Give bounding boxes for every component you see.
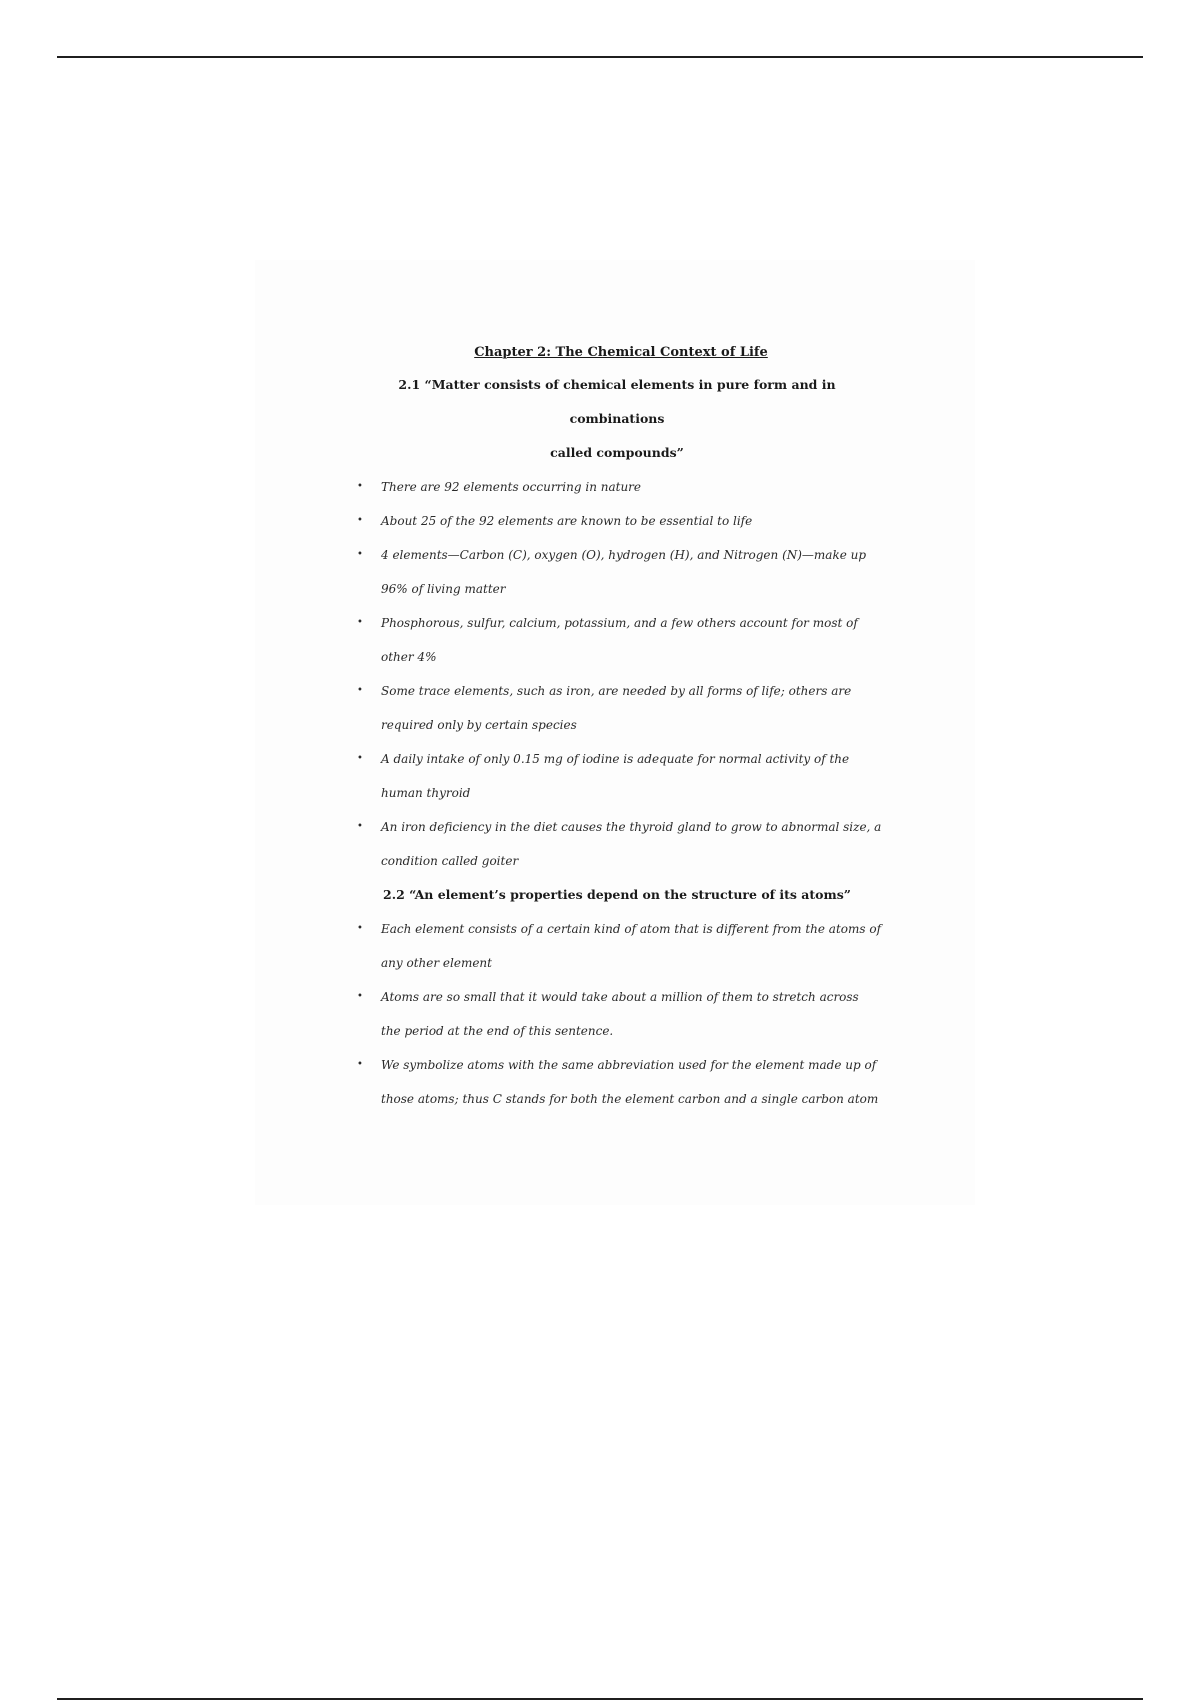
list-item [352,606,882,674]
list-item [352,1048,882,1116]
section-1-heading-line-1: 2.1 “Matter consists of chemical elements in pure form and in combinations [398,377,836,426]
bullet-text: 4 elements—Carbon (C), oxygen (O), hydrogen (H), and Nitrogen (N)—make up 96% of living matter [381,548,867,596]
list-item [352,538,882,606]
bullet-text: We symbolize atoms with the same abbreviation used for the element made up of those atoms; thus C stands for both the element carbon and a single carbon atom [381,1058,879,1106]
chapter-title: Chapter 2: The Chemical Context of Life [474,345,768,360]
section-2-heading: 2.2 “An element’s properties depend on the structure of its atoms” [383,887,851,902]
list-item [352,470,882,504]
bullet-text: There are 92 elements occurring in nature [381,480,642,494]
bullet-text: Each element consists of a certain kind of atom that is different from the atoms of any other element [381,922,882,970]
bullet-icon: • [357,685,363,696]
bullet-text: About 25 of the 92 elements are known to be essential to life [381,514,753,528]
bullet-icon: • [357,617,363,628]
list-item [352,912,882,980]
list-item [352,980,882,1048]
bullet-icon: • [357,821,363,832]
bullet-icon: • [357,515,363,526]
bullet-icon: • [357,991,363,1002]
bullet-icon: • [357,481,363,492]
section-1-heading [352,368,882,470]
bullet-text: Atoms are so small that it would take about a million of them to stretch across the period at the end of this sentence. [381,990,859,1038]
document-content [352,338,882,1116]
section-1-bullet-list [352,470,882,878]
list-item [352,742,882,810]
bullet-text: Phosphorous, sulfur, calcium, potassium, and a few others account for most of other 4% [381,616,858,664]
section-1-heading-line-2: called compounds” [550,445,684,460]
bullet-icon: • [357,753,363,764]
section-2-bullet-list [352,912,882,1116]
list-item [352,674,882,742]
bullet-text: Some trace elements, such as iron, are needed by all forms of life; others are required only by certain species [381,684,852,732]
list-item [352,810,882,878]
bullet-text: A daily intake of only 0.15 mg of iodine is adequate for normal activity of the human thyroid [381,752,850,800]
bullet-icon: • [357,549,363,560]
list-item [352,504,882,538]
bullet-icon: • [357,1059,363,1070]
bullet-text: An iron deficiency in the diet causes the thyroid gland to grow to abnormal size, a condition called goiter [381,820,882,868]
top-rule [57,56,1143,58]
bullet-icon: • [357,923,363,934]
